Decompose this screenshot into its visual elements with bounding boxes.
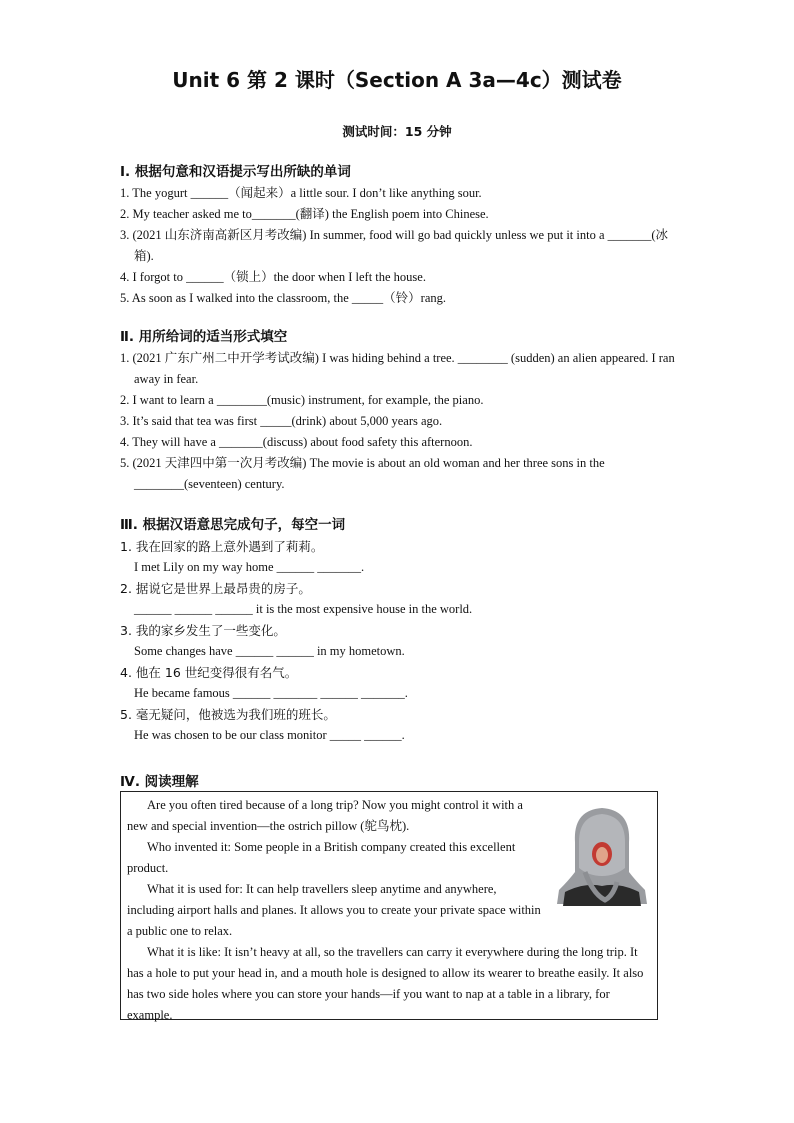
question-line: 4. I forgot to ______（锁上）the door when I left the house. [120, 270, 426, 284]
ostrich-pillow-photo [555, 802, 649, 908]
english-sentence: ______ ______ ______ it is the most expensive house in the world. [134, 602, 473, 616]
chinese-prompt: 4. 他在 16 世纪变得很有名气。 [120, 665, 298, 680]
passage-paragraph: Are you often tired because of a long trip? Now you might control it with a new and special invention—the ostrich pillow (鸵鸟枕). [127, 798, 523, 833]
question-line: 1. The yogurt ______（闻起来）a little sour. I don’t like anything sour. [120, 186, 482, 200]
passage-paragraph: Who invented it: Some people in a British company created this excellent product. [127, 840, 516, 875]
section-3 [120, 514, 680, 746]
section-4 [120, 771, 680, 793]
test-time: 测试时间：15 分钟 [342, 124, 452, 139]
question-line: 5. As soon as I walked into the classroom, the _____（铃）rang. [120, 291, 446, 305]
section-heading: Ⅲ. 根据汉语意思完成句子，每空一词 [120, 517, 346, 533]
section-heading: Ⅰ. 根据句意和汉语提示写出所缺的单词 [120, 164, 351, 180]
question-line: 3. It’s said that tea was first _____(drink) about 5,000 years ago. [120, 414, 443, 428]
passage-paragraph: What it is used for: It can help travellers sleep anytime and anywhere, including airport halls and planes. It allows you to create your private space within a public one to relax. [127, 882, 541, 938]
section-2 [120, 326, 680, 495]
english-sentence: He was chosen to be our class monitor _____ ______. [134, 728, 405, 742]
english-sentence: I met Lily on my way home ______ _______. [134, 560, 365, 574]
question-line: 1. (2021 广东广州二中开学考试改编) I was hiding behind a tree. ________ (sudden) an alien appeared. I ran away in fear. [120, 351, 675, 386]
chinese-prompt: 1. 我在回家的路上意外遇到了莉莉。 [120, 539, 324, 554]
english-sentence: Some changes have ______ ______ in my hometown. [134, 644, 405, 658]
page-title: Unit 6 第 2 课时（Section A 3a—4c）测试卷 [172, 68, 622, 92]
chinese-prompt: 5. 毫无疑问，他被选为我们班的班长。 [120, 707, 336, 722]
chinese-prompt: 3. 我的家乡发生了一些变化。 [120, 623, 286, 638]
question-line: 2. I want to learn a ________(music) instrument, for example, the piano. [120, 393, 484, 407]
section-heading: Ⅳ. 阅读理解 [120, 774, 199, 790]
reading-passage-box [120, 791, 658, 1020]
question-line: 5. (2021 天津四中第一次月考改编) The movie is about an old woman and her three sons in the ________(seventeen) century. [120, 456, 605, 491]
passage-paragraph: What it is like: It isn’t heavy at all, so the travellers can carry it everywhere during the long trip. It has a hole to put your head in, and a mouth hole is designed to allow its wearer to breathe easily. It also has two side holes where you can store your hands—if you want to nap at a table in a library, for example. [127, 945, 644, 1022]
english-sentence: He became famous ______ _______ ______ _______. [134, 686, 408, 700]
section-1 [120, 161, 680, 309]
question-line: 3. (2021 山东济南高新区月考改编) In summer, food will go bad quickly unless we put it into a _______(冰箱). [120, 228, 669, 263]
question-line: 2. My teacher asked me to_______(翻译) the English poem into Chinese. [120, 207, 489, 221]
section-heading: Ⅱ. 用所给词的适当形式填空 [120, 329, 288, 345]
question-line: 4. They will have a _______(discuss) about food safety this afternoon. [120, 435, 473, 449]
chinese-prompt: 2. 据说它是世界上最昂贵的房子。 [120, 581, 311, 596]
